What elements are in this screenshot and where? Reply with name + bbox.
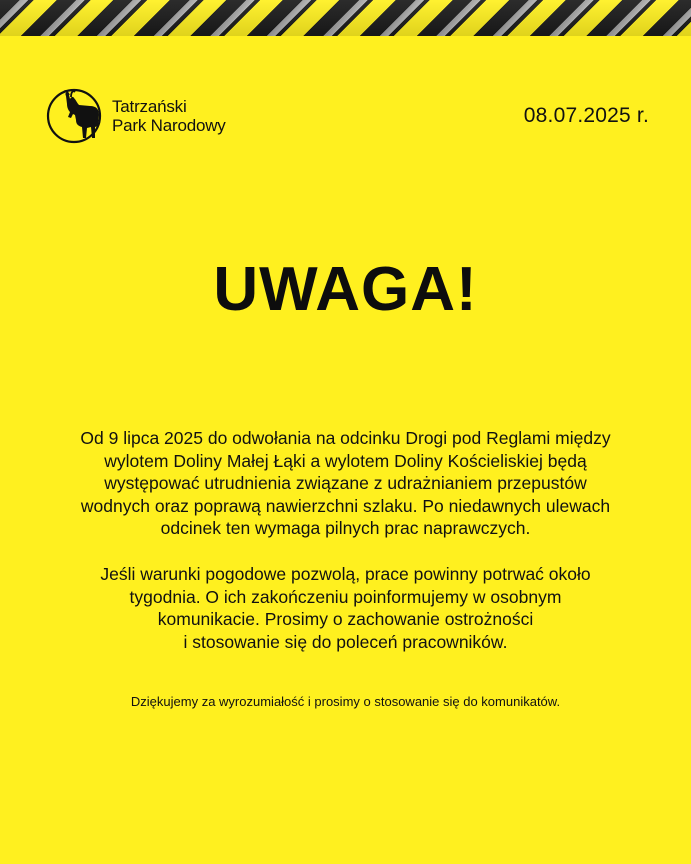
paragraph-2-line-4: i stosowanie się do poleceń pracowników. xyxy=(183,631,508,652)
logo-wordmark xyxy=(112,97,226,135)
paragraph-2-line-2: tygodnia. O ich zakończeniu poinformujemy w osobnym xyxy=(129,586,562,607)
notice-headline: UWAGA! xyxy=(213,255,478,324)
paragraph-2-line-1: Jeśli warunki pogodowe pozwolą, prace powinny potrwać około xyxy=(100,564,591,584)
paragraph-2-line-3: komunikacie. Prosimy o zachowanie ostrożności xyxy=(157,609,534,629)
notice-paragraph-2 xyxy=(40,563,651,653)
logo-line-1: Tatrzański xyxy=(112,97,187,116)
paragraph-1-line-5: odcinek ten wymaga pilnych prac naprawczych. xyxy=(160,518,531,538)
paragraph-1-line-1: Od 9 lipca 2025 do odwołania na odcinku Drogi pod Reglami między xyxy=(80,428,611,448)
paragraph-1-line-2: wylotem Doliny Małej Łąki a wylotem Doliny Kościeliskiej będą xyxy=(104,450,587,471)
logo-line-2: Park Narodowy xyxy=(112,116,226,135)
notice-date: 08.07.2025 r. xyxy=(523,104,649,127)
notice-paragraph-1 xyxy=(40,427,651,540)
chamois-logo-icon xyxy=(46,86,106,146)
paragraph-1-line-4: wodnych oraz poprawą nawierzchni szlaku. Po niedawnych ulewach xyxy=(80,495,611,516)
thanks-note: Dziękujemy za wyrozumiałość i prosimy o stosowanie się do komunikatów. xyxy=(130,694,561,709)
park-logo xyxy=(46,86,226,146)
paragraph-1-line-3: występować utrudnienia związane z udrażnianiem przepustów xyxy=(104,473,587,493)
hazard-stripe-banner xyxy=(0,0,691,36)
